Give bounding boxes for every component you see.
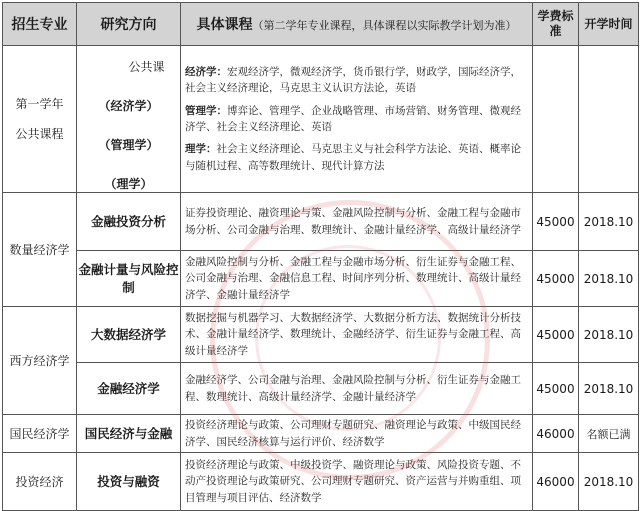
major-cell: 西方经济学 <box>3 307 77 415</box>
public-major: 第一学年公共课程 <box>3 46 77 193</box>
table-row <box>3 193 639 251</box>
table-row <box>3 415 639 453</box>
major-cell: 数量经济学 <box>3 193 77 307</box>
course-cell: 证券投资理论、融资理论与策、金融风险控制与分析、金融工程与金融市场分析、公司金融与治理、数理统计、金融计量经济学、高级计量经济学 <box>181 193 533 251</box>
start-cell: 2018.10 <box>579 193 639 251</box>
major-cell: 国民经济学 <box>3 415 77 453</box>
direction-cell: 大数据经济学 <box>77 307 181 363</box>
public-courses <box>181 46 533 193</box>
fee-cell: 45000 <box>533 307 579 363</box>
public-group-mgmt <box>185 103 528 136</box>
public-group-sci <box>185 141 528 174</box>
table-row <box>3 307 639 363</box>
group-label: 经济学： <box>185 66 227 79</box>
header-start: 开学时间 <box>579 3 639 46</box>
public-dir-sci: （理学） <box>104 177 153 191</box>
group-label: 理学： <box>185 143 217 156</box>
course-cell: 数据挖掘与机器学习、大数据经济学、大数据分析方法、数据统计分析技术、金融计量经济学、数理统计、金融经济学、衍生证券与金融工程、高级计量经济学 <box>181 307 533 363</box>
header-course <box>181 3 533 46</box>
fee-cell: 45000 <box>533 251 579 307</box>
direction-cell: 金融投资分析 <box>77 193 181 251</box>
public-fee <box>533 46 579 193</box>
group-text: 宏观经济学，微观经济学，货币银行学，财政学，国际经济学，社会主义经济理论，马克思主义认识方法论，英语 <box>185 66 521 95</box>
header-fee: 学费标准 <box>533 3 579 46</box>
public-direction <box>77 46 181 193</box>
public-dir-mgmt: （管理学） <box>98 138 159 152</box>
course-cell: 金融经济学、公司金融与治理、金融风险控制与分析、衍生证券与金融工程、数理统计、高级计量经济学、金融计量经济学 <box>181 363 533 415</box>
start-cell: 2018.10 <box>579 363 639 415</box>
fee-cell: 46000 <box>533 453 579 511</box>
start-cell: 2018.10 <box>579 307 639 363</box>
program-table <box>2 2 638 504</box>
direction-cell: 金融计量与风险控制 <box>77 251 181 307</box>
table-row <box>3 453 639 511</box>
start-cell: 2018.10 <box>579 453 639 511</box>
fee-cell: 45000 <box>533 363 579 415</box>
header-major: 招生专业 <box>3 3 77 46</box>
group-text: 社会主义经济理论、马克思主义与社会科学方法论、英语、概率论与随机过程、高等数理统计、现代计算方法 <box>185 143 521 172</box>
fee-cell: 46000 <box>533 415 579 453</box>
table-row <box>3 251 639 307</box>
direction-cell: 投资与融资 <box>77 453 181 511</box>
start-cell: 名额已满 <box>579 415 639 453</box>
fee-cell: 45000 <box>533 193 579 251</box>
header-row <box>3 3 639 46</box>
start-cell: 2018.10 <box>579 251 639 307</box>
public-group-econ <box>185 64 528 97</box>
header-course-note: （第二学年专业课程，具体课程以实际教学计划为准） <box>252 19 517 32</box>
course-cell: 投资经济理论与政策、中级投资学、融资理论与政策、风险投资专题、不动产投资理论与政策研究、公司理财专题研究、资产运营与并购重组、项目管理与项目评估、经济数学 <box>181 453 533 511</box>
table-row <box>3 363 639 415</box>
major-cell: 投资经济 <box>3 453 77 511</box>
direction-cell: 国民经济与金融 <box>77 415 181 453</box>
header-direction: 研究方向 <box>77 3 181 46</box>
course-cell: 投资经济理论与政策、公司理财专题研究、融资理论与政策、中级国民经济学、国民经济核算与运行评价、经济数学 <box>181 415 533 453</box>
direction-cell: 金融经济学 <box>77 363 181 415</box>
public-row <box>3 46 639 193</box>
course-cell: 金融风险控制与分析、金融工程与金融市场分析、衍生证券与金融工程、公司金融与治理、金融信息工程、时间序列分析、数理统计、高级计量经济学、金融计量经济学 <box>181 251 533 307</box>
group-text: 博弈论、管理学、企业战略管理、市场营销、财务管理、微观经济学、社会主义经济理论、英语 <box>185 104 521 133</box>
public-dir-label: 公共课 <box>128 60 165 74</box>
header-course-title: 具体课程 <box>196 17 253 33</box>
group-label: 管理学： <box>185 104 227 117</box>
public-dir-econ: （经济学） <box>98 99 159 113</box>
public-start <box>579 46 639 193</box>
